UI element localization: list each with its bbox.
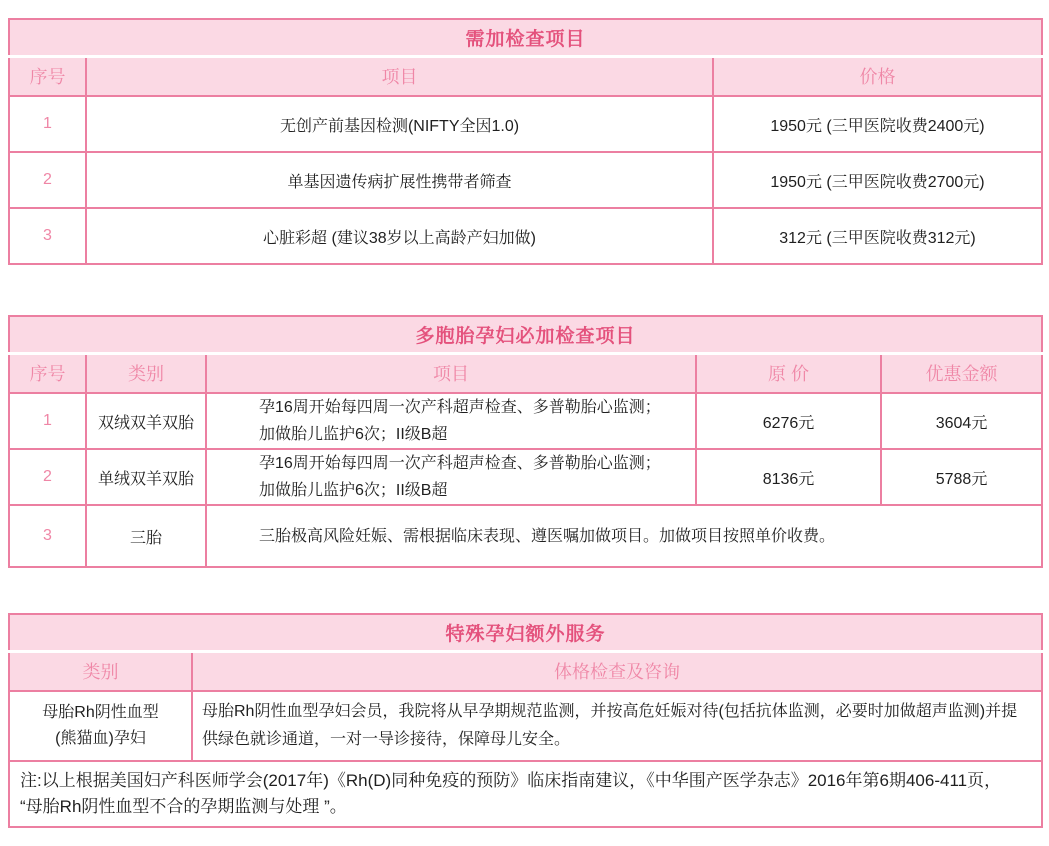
row-index: 3 [9,208,86,264]
table-header-row [9,56,1042,96]
footnote-line: 注:以上根据美国妇产科医师学会(2017年)《Rh(D)同种免疫的预防》临床指南建议，《中华围产医学杂志》2016年第6期406-411页， [20,771,1002,790]
column-header-item: 项目 [206,353,696,393]
discount-cell: 3604元 [881,393,1042,449]
row-index: 3 [9,505,86,567]
service-detail-cell: 母胎Rh阴性血型孕妇会员，我院将从早孕期规范监测，并按高危妊娠对待(包括抗体监测，必要时加做超声监测)并提供绿色就诊通道，一对一导诊接待，保障母儿安全。 [192,691,1042,761]
table-row [9,449,1042,505]
table-multiple-pregnancy-title: 多胞胎孕妇必加检查项目 [9,316,1042,353]
item-cell [206,449,696,505]
item-cell [206,393,696,449]
column-header-checkup-consult: 体格检查及咨询 [192,651,1042,691]
item-line: 加做胎儿监护6次；II级B超 [259,426,448,443]
footnote-line: “母胎Rh阴性血型不合的孕期监测与处理 ”。 [20,797,347,816]
table-title-row [9,614,1042,651]
table-row [9,208,1042,264]
original-price-cell: 8136元 [696,449,881,505]
column-header-index: 序号 [9,56,86,96]
footnote-cell [9,761,1042,827]
original-price-cell: 6276元 [696,393,881,449]
price-cell: 312元 (三甲医院收费312元) [713,208,1042,264]
triplet-note-cell: 三胎极高风险妊娠、需根据临床表现、遵医嘱加做项目。加做项目按照单价收费。 [206,505,1042,567]
item-cell: 无创产前基因检测(NIFTY全因1.0) [86,96,713,152]
item-line: 孕16周开始每四周一次产科超声检查、多普勒胎心监测； [259,399,661,416]
item-line: 加做胎儿监护6次；II级B超 [259,482,448,499]
table-multiple-pregnancy-exams [8,315,1043,568]
row-index: 2 [9,152,86,208]
item-cell: 心脏彩超 (建议38岁以上高龄产妇加做) [86,208,713,264]
table-special-services [8,613,1043,828]
category-cell: 单绒双羊双胎 [86,449,206,505]
column-header-index: 序号 [9,353,86,393]
item-cell: 单基因遗传病扩展性携带者筛查 [86,152,713,208]
table-additional-exams [8,18,1043,265]
table-additional-exams-title: 需加检查项目 [9,19,1042,56]
category-cell: 三胎 [86,505,206,567]
row-index: 1 [9,393,86,449]
column-header-price: 价格 [713,56,1042,96]
price-cell: 1950元 (三甲医院收费2400元) [713,96,1042,152]
discount-cell: 5788元 [881,449,1042,505]
category-line: 母胎Rh阴性血型 [42,704,159,721]
item-line: 孕16周开始每四周一次产科超声检查、多普勒胎心监测； [259,455,661,472]
column-header-discount: 优惠金额 [881,353,1042,393]
column-header-original-price: 原 价 [696,353,881,393]
column-header-item: 项目 [86,56,713,96]
table-header-row [9,353,1042,393]
footnote-row [9,761,1042,827]
table-row [9,152,1042,208]
page-content [8,0,1041,828]
table-title-row [9,316,1042,353]
category-line: (熊猫血)孕妇 [55,730,146,747]
table-row [9,691,1042,761]
row-index: 2 [9,449,86,505]
table-title-row [9,19,1042,56]
table-row [9,393,1042,449]
table-special-services-title: 特殊孕妇额外服务 [9,614,1042,651]
category-cell: 双绒双羊双胎 [86,393,206,449]
table-row [9,505,1042,567]
column-header-category: 类别 [86,353,206,393]
table-header-row [9,651,1042,691]
column-header-category: 类别 [9,651,192,691]
category-cell [9,691,192,761]
row-index: 1 [9,96,86,152]
table-row [9,96,1042,152]
price-cell: 1950元 (三甲医院收费2700元) [713,152,1042,208]
